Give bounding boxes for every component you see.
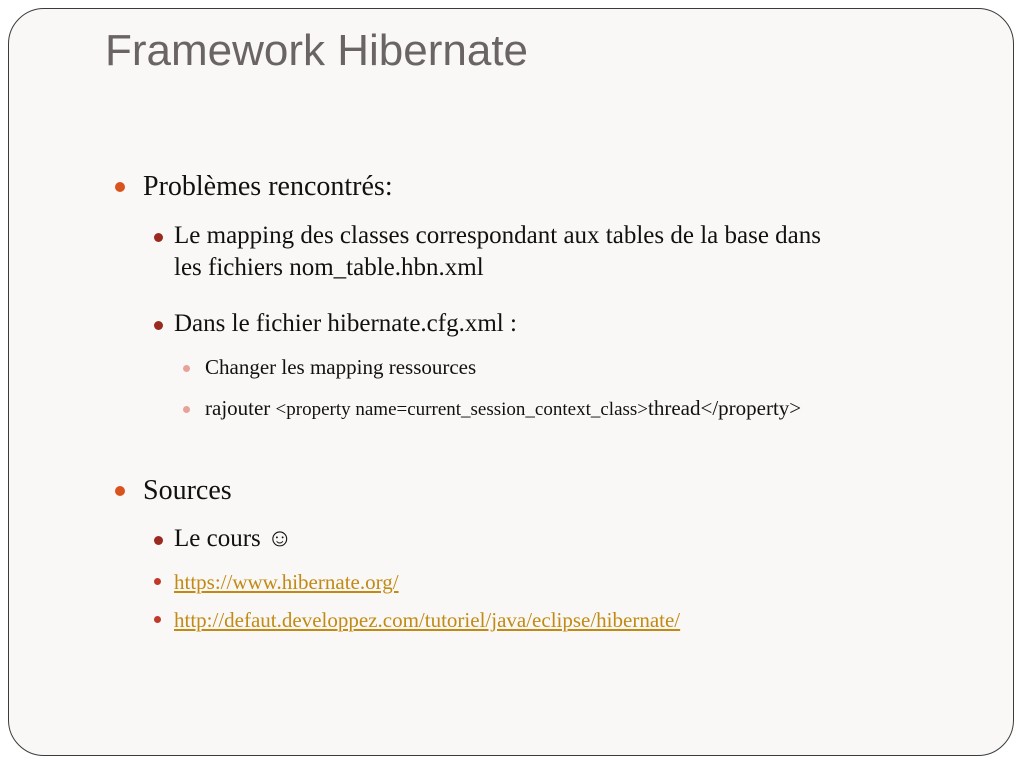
bullet-dot-icon: [115, 182, 125, 192]
bullet-dot-icon: [154, 578, 161, 585]
bullet-course: [174, 525, 293, 553]
bullet-dot-icon: [154, 616, 161, 623]
slide-title: Framework Hibernate: [105, 26, 529, 75]
change-mapping-text: Changer les mapping ressources: [205, 355, 477, 379]
bullet-problems: [143, 171, 393, 203]
course-text: Le cours ☺: [174, 525, 293, 552]
add-property-suffix: thread</property>: [648, 396, 802, 420]
bullet-dot-icon: [154, 233, 163, 242]
config-text: Dans le fichier hibernate.cfg.xml :: [174, 310, 517, 337]
mapping-text-line2: les fichiers nom_table.hbn.xml: [174, 254, 484, 281]
bullet-link-hibernate: [174, 568, 399, 596]
hibernate-link[interactable]: https://www.hibernate.org/: [174, 570, 399, 594]
bullet-dot-icon: [154, 321, 163, 330]
mapping-text-line1: Le mapping des classes correspondant aux tables de la base dans: [174, 222, 822, 249]
bullet-dot-icon: [183, 406, 190, 413]
bullet-mapping: [174, 222, 821, 282]
bullet-config: [174, 310, 517, 338]
developpez-link[interactable]: http://defaut.developpez.com/tutoriel/java/eclipse/hibernate/: [174, 608, 681, 632]
bullet-dot-icon: [115, 486, 125, 496]
sources-heading: Sources: [143, 475, 232, 506]
bullet-dot-icon: [183, 365, 190, 372]
bullet-link-developpez: [174, 606, 680, 634]
problems-heading: Problèmes rencontrés:: [143, 171, 393, 202]
bullet-add-property: [205, 396, 801, 421]
add-property-code: <property name=current_session_context_class>: [275, 399, 649, 420]
add-property-prefix: rajouter: [205, 396, 276, 420]
bullet-sources: [143, 475, 232, 507]
bullet-dot-icon: [154, 536, 163, 545]
bullet-change-mapping: [205, 355, 476, 380]
